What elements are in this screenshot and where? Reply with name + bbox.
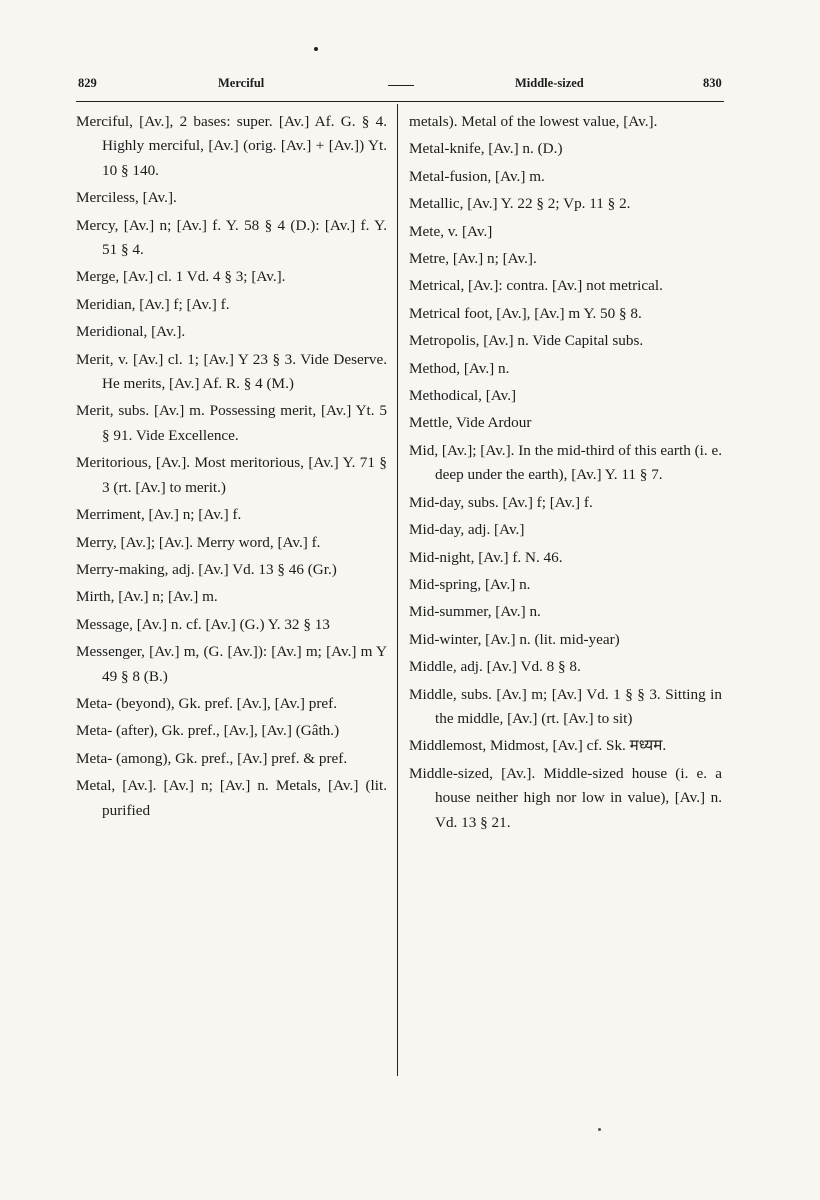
entry-text: Meridional, [Av.]. <box>76 323 186 341</box>
entry-text: Metrical foot, [Av.], [Av.] m Y. 50 § 8. <box>409 304 642 322</box>
entry-text: Merge, [Av.] cl. 1 Vd. 4 § 3; [Av.]. <box>76 268 286 286</box>
dictionary-entry-mid-spring <box>409 573 722 597</box>
dictionary-entry-metal-knife <box>409 137 722 161</box>
left-page-number: 829 <box>78 76 97 90</box>
dictionary-entry-meta-after <box>76 719 387 743</box>
ink-dot <box>314 47 318 51</box>
entry-text: Middlemost, Midmost, [Av.] cf. Sk. मध्यम. <box>409 737 667 755</box>
right-column <box>409 110 722 838</box>
entry-text: Mettle, Vide Ardour <box>409 414 532 432</box>
dictionary-entry-mid <box>409 439 722 488</box>
entry-text: Meta- (among), Gk. pref., [Av.] pref. & pref. <box>76 749 348 767</box>
dictionary-entry-methodical <box>409 384 722 408</box>
dictionary-entry-metrical <box>409 274 722 298</box>
dictionary-entry-message <box>76 613 387 637</box>
dictionary-entry-mid-winter <box>409 628 722 652</box>
dictionary-entry-messenger <box>76 640 387 689</box>
entry-text: Mercy, [Av.] n; [Av.] f. Y. 58 § 4 (D.): [Av.] f. Y. 51 § 4. <box>76 216 387 259</box>
dictionary-entry-mid-day-adj <box>409 518 722 542</box>
entry-text: Middle-sized, [Av.]. Middle-sized house (i. e. a house neither high nor low in value), [Av.] n. Vd. 13 § 21. <box>409 764 722 831</box>
dictionary-entry-meridian <box>76 293 387 317</box>
dictionary-entry-middle-subs <box>409 683 722 732</box>
dictionary-entry-mid-summer <box>409 600 722 624</box>
dictionary-entry-merit-subs <box>76 399 387 448</box>
entry-text: Mid, [Av.]; [Av.]. In the mid-third of this earth (i. e. deep under the earth), [Av.] Y. 11 § 7. <box>409 441 722 484</box>
dictionary-entry-merry-making <box>76 558 387 582</box>
entry-text: Mid-summer, [Av.] n. <box>409 603 541 621</box>
dictionary-entry-metal-fusion <box>409 165 722 189</box>
entry-text: Middle, subs. [Av.] m; [Av.] Vd. 1 § § 3. Sitting in the middle, [Av.] (rt. [Av.] to sit) <box>409 685 722 727</box>
dictionary-entry-metrical-foot <box>409 302 722 326</box>
entry-text: Metal-fusion, [Av.] m. <box>409 167 545 185</box>
dictionary-entry-meridional <box>76 320 387 344</box>
entry-text: Mid-spring, [Av.] n. <box>409 575 531 593</box>
entry-text: Merit, v. [Av.] cl. 1; [Av.] Y 23 § 3. Vide Deserve. He merits, [Av.] Af. R. § 4 (M.) <box>76 350 387 393</box>
dictionary-entry-merciless <box>76 186 387 210</box>
dictionary-entry-metal <box>76 774 387 823</box>
dictionary-entry-mete <box>409 220 722 244</box>
dictionary-entry-metallic <box>409 192 722 216</box>
entry-text: Methodical, [Av.] <box>409 387 517 405</box>
entry-text: Mid-winter, [Av.] n. (lit. mid-year) <box>409 630 620 648</box>
header-dash <box>388 85 414 86</box>
dictionary-entry-mercy <box>76 214 387 263</box>
entry-text: Mid-day, adj. [Av.] <box>409 521 525 539</box>
entry-text: Mete, v. [Av.] <box>409 222 493 240</box>
dictionary-entry-meta-beyond <box>76 692 387 716</box>
entry-text: Metrical, [Av.]: contra. [Av.] not metrical. <box>409 277 663 295</box>
entry-text: Metal-knife, [Av.] n. (D.) <box>409 140 563 158</box>
entry-text: Merciless, [Av.]. <box>76 189 177 207</box>
entry-text: Mid-night, [Av.] f. N. 46. <box>409 548 563 566</box>
column-divider <box>397 104 398 1076</box>
dictionary-entry-metre <box>409 247 722 271</box>
dictionary-entry-metal-cont <box>409 110 722 134</box>
dictionary-entry-merit-v <box>76 348 387 397</box>
entry-text: Metal, [Av.]. [Av.] n; [Av.] n. Metals, [Av.] (lit. purified <box>76 777 387 819</box>
dictionary-entry-mid-night <box>409 546 722 570</box>
left-running-title: Merciful <box>218 76 265 90</box>
entry-text: Merciful, [Av.], 2 bases: super. [Av.] Af. G. § 4. Highly merciful, [Av.] (orig. [Av.] + [Av.]) Yt. 10 § 140. <box>76 113 387 179</box>
right-running-title: Middle-sized <box>515 76 584 90</box>
dictionary-entry-method <box>409 357 722 381</box>
entry-text: Message, [Av.] n. cf. [Av.] (G.) Y. 32 § 13 <box>76 615 330 633</box>
entry-text: Mid-day, subs. [Av.] f; [Av.] f. <box>409 493 593 511</box>
left-column <box>76 110 387 826</box>
dictionary-entry-middlemost <box>409 734 722 758</box>
dictionary-entry-merciful <box>76 110 387 183</box>
entry-text: Merriment, [Av.] n; [Av.] f. <box>76 506 242 524</box>
dictionary-entry-merge <box>76 265 387 289</box>
dictionary-entry-mirth <box>76 585 387 609</box>
dictionary-entry-mid-day-subs <box>409 491 722 515</box>
dictionary-entry-middle-adj <box>409 655 722 679</box>
entry-text: Metropolis, [Av.] n. Vide Capital subs. <box>409 332 644 350</box>
entry-text: Middle, adj. [Av.] Vd. 8 § 8. <box>409 658 581 676</box>
entry-text: Mirth, [Av.] n; [Av.] m. <box>76 588 218 606</box>
dictionary-entry-merry <box>76 531 387 555</box>
entry-text: Merry, [Av.]; [Av.]. Merry word, [Av.] f. <box>76 533 321 551</box>
entry-text: Metallic, [Av.] Y. 22 § 2; Vp. 11 § 2. <box>409 195 631 213</box>
entry-text: Metre, [Av.] n; [Av.]. <box>409 250 537 268</box>
ink-speck <box>598 1128 601 1131</box>
dictionary-entry-meta-among <box>76 747 387 771</box>
header-rule <box>76 101 724 102</box>
entry-text: Merry-making, adj. [Av.] Vd. 13 § 46 (Gr.) <box>76 560 337 578</box>
dictionary-entry-metropolis <box>409 329 722 353</box>
dictionary-entry-middle-sized <box>409 762 722 835</box>
dictionary-entry-merriment <box>76 503 387 527</box>
right-page-number: 830 <box>703 76 722 90</box>
dictionary-entry-meritorious <box>76 451 387 500</box>
entry-text: Meritorious, [Av.]. Most meritorious, [Av.] Y. 71 § 3 (rt. [Av.] to merit.) <box>76 454 387 496</box>
running-header <box>0 76 820 98</box>
entry-text: Messenger, [Av.] m, (G. [Av.]): [Av.] m; [Av.] m Y 49 § 8 (B.) <box>76 643 387 685</box>
entry-text: metals). Metal of the lowest value, [Av.]. <box>409 113 658 130</box>
entry-text: Merit, subs. [Av.] m. Possessing merit, [Av.] Yt. 5 § 91. Vide Excellence. <box>76 402 387 444</box>
dictionary-entry-mettle <box>409 411 722 435</box>
entry-text: Meta- (after), Gk. pref., [Av.], [Av.] (Gâth.) <box>76 722 340 740</box>
entry-text: Meta- (beyond), Gk. pref. [Av.], [Av.] pref. <box>76 694 338 712</box>
entry-text: Meridian, [Av.] f; [Av.] f. <box>76 295 230 313</box>
entry-text: Method, [Av.] n. <box>409 359 510 377</box>
